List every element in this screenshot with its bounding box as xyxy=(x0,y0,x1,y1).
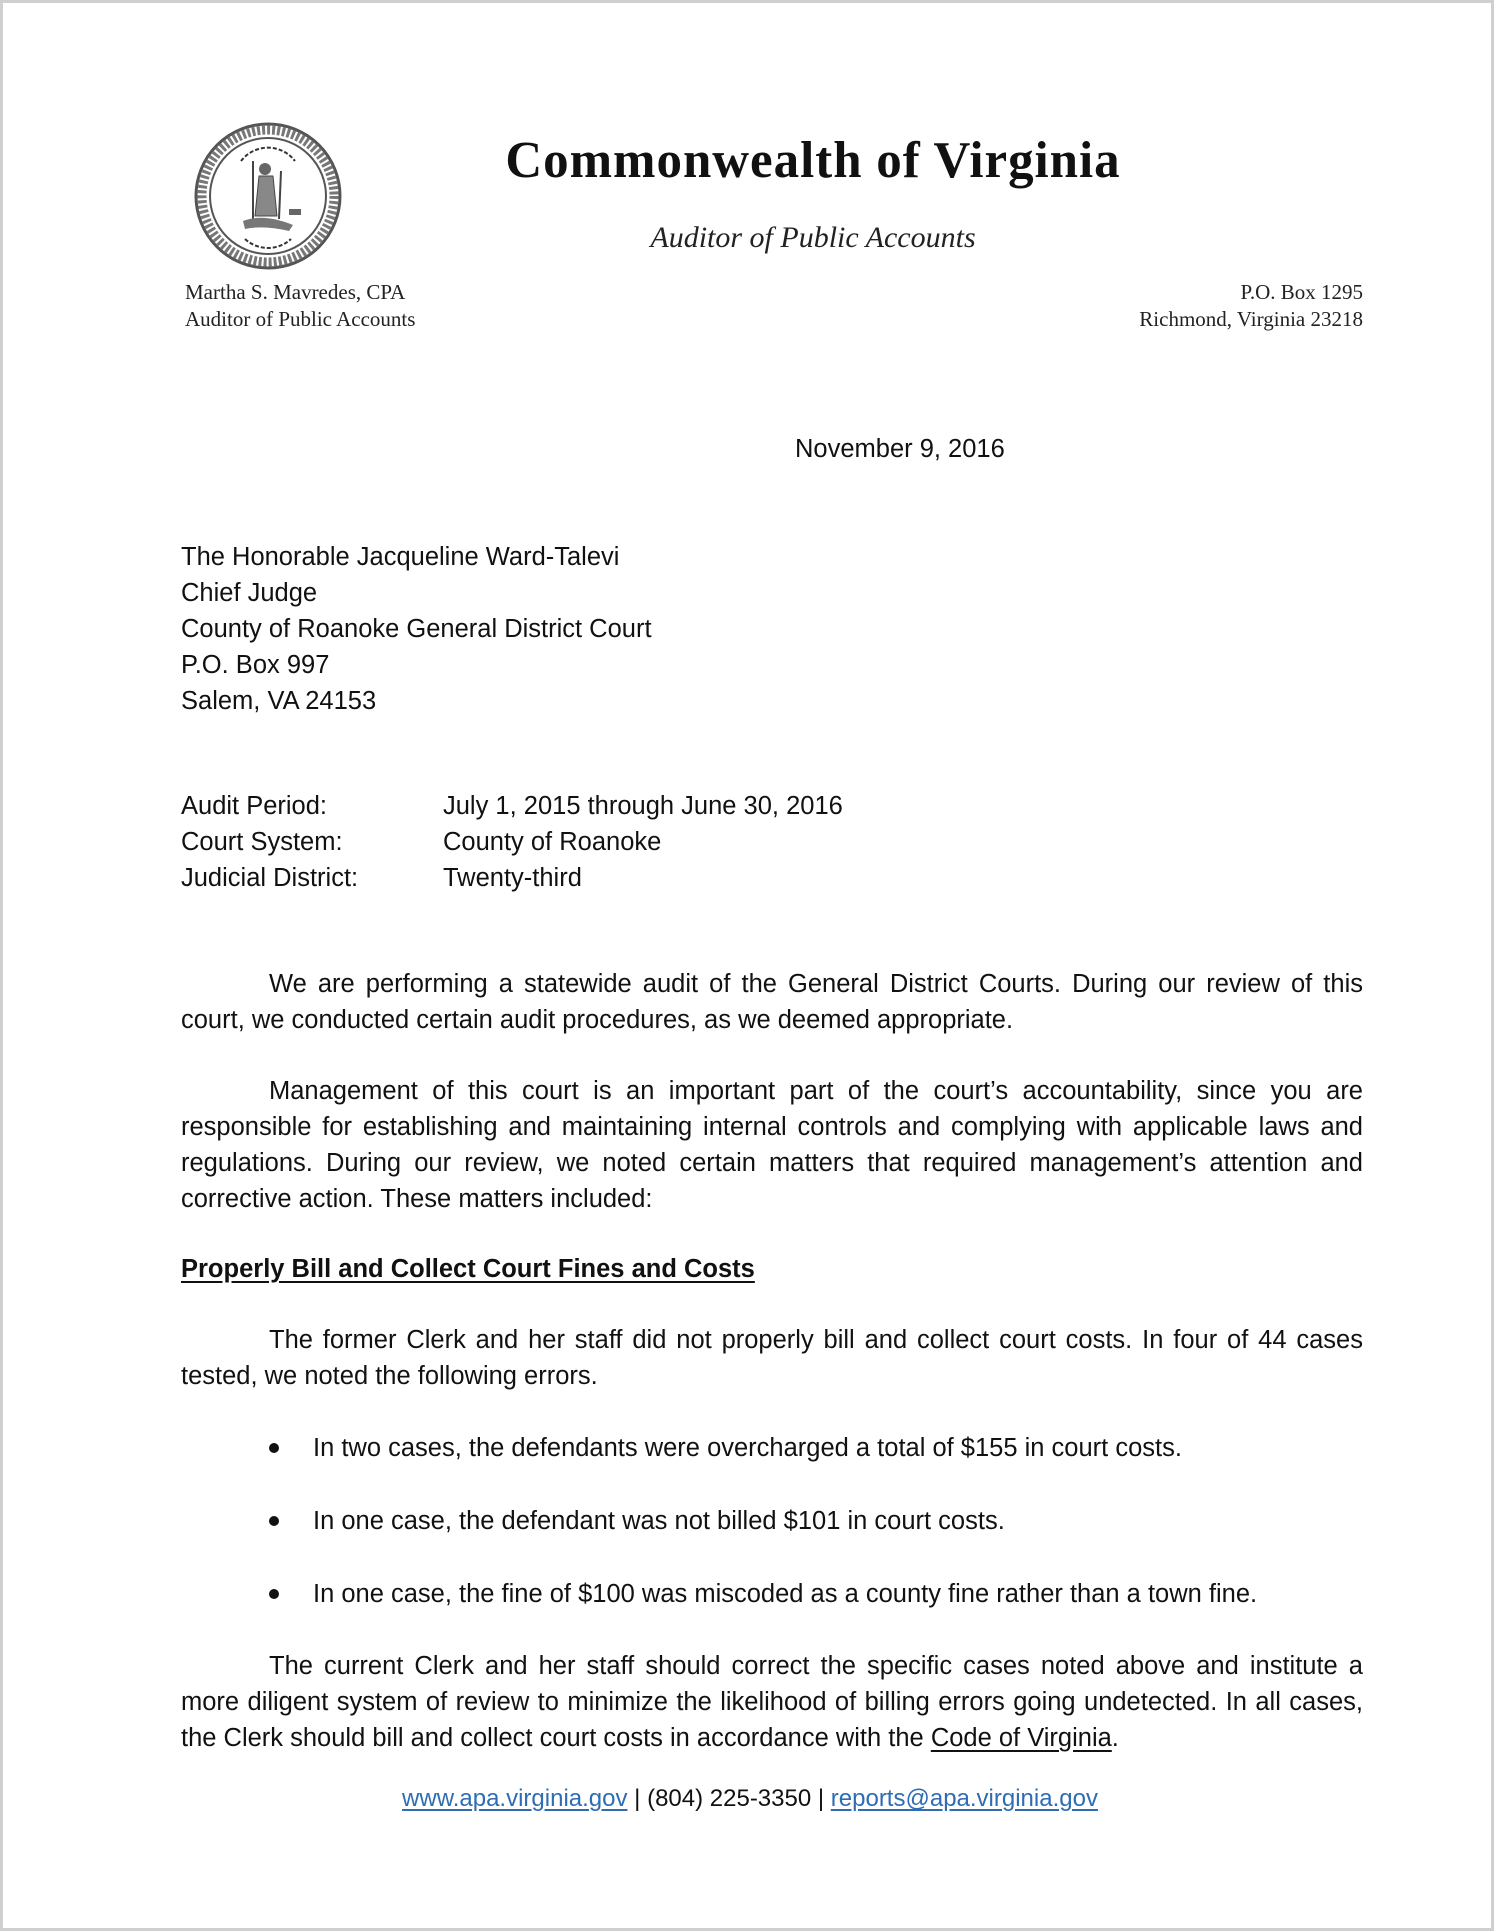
bullet-icon xyxy=(269,1443,279,1453)
intro-paragraph xyxy=(181,966,1363,1038)
audit-info-row xyxy=(181,860,843,896)
recipient-line: P.O. Box 997 xyxy=(181,651,330,679)
recipient-line: The Honorable Jacqueline Ward-Talevi xyxy=(181,543,620,571)
judicial-district-value: Twenty-third xyxy=(443,864,582,892)
bullet-icon xyxy=(269,1516,279,1526)
finding-paragraph-text: The former Clerk and her staff did not properly bill and collect court costs. In four of 44 cases tested, we noted the following errors. xyxy=(181,1326,1363,1390)
footer-separator: | xyxy=(811,1785,831,1812)
recommendation-paragraph xyxy=(181,1648,1363,1756)
audit-info-row xyxy=(181,824,843,860)
judicial-district-label: Judicial District: xyxy=(181,864,359,892)
list-item-text: In one case, the fine of $100 was miscoded as a county fine rather than a town fine. xyxy=(313,1580,1258,1608)
management-paragraph-text: Management of this court is an important part of the court’s accountability, since you are responsible for establishing and maintaining internal controls and complying with applicable laws and regulations. During our review, we noted certain matters that required management’s attention and corrective action. These matters included: xyxy=(181,1077,1363,1213)
office-city-state: Richmond, Virginia 23218 xyxy=(1139,307,1363,331)
letter-date: November 9, 2016 xyxy=(795,435,1005,463)
recommendation-end: . xyxy=(1111,1724,1119,1752)
footer-contact xyxy=(3,1785,1494,1813)
auditor-block xyxy=(185,279,415,333)
bullet-icon xyxy=(269,1589,279,1599)
recipient-line: County of Roanoke General District Court xyxy=(181,615,652,643)
auditor-name: Martha S. Mavredes, CPA xyxy=(185,280,406,304)
email-link[interactable]: reports@apa.virginia.gov xyxy=(830,1785,1098,1812)
website-link[interactable]: www.apa.virginia.gov xyxy=(402,1785,628,1812)
list-item xyxy=(181,1430,1363,1466)
recipient-address xyxy=(181,539,652,719)
audit-period-value: July 1, 2015 through June 30, 2016 xyxy=(443,792,843,820)
auditor-role: Auditor of Public Accounts xyxy=(185,307,416,331)
management-paragraph xyxy=(181,1073,1363,1217)
phone-number: (804) 225-3350 xyxy=(647,1785,812,1812)
finding-paragraph xyxy=(181,1322,1363,1394)
office-address-block xyxy=(1139,279,1363,333)
recipient-line: Chief Judge xyxy=(181,579,318,607)
letterhead-subtitle: Auditor of Public Accounts xyxy=(650,221,976,254)
office-po-box: P.O. Box 1295 xyxy=(1240,280,1363,304)
intro-paragraph-text: We are performing a statewide audit of the General District Courts. During our review of this court, we conducted certain audit procedures, as we deemed appropriate. xyxy=(181,970,1363,1034)
footer-separator: | xyxy=(627,1785,648,1812)
error-list xyxy=(181,1430,1363,1649)
audit-info-block xyxy=(181,788,843,896)
finding-heading: Properly Bill and Collect Court Fines and Costs xyxy=(181,1255,755,1283)
list-item xyxy=(181,1503,1363,1539)
list-item-text: In one case, the defendant was not billed $101 in court costs. xyxy=(313,1507,1005,1535)
virginia-state-seal-icon xyxy=(193,121,343,271)
audit-period-label: Audit Period: xyxy=(181,792,328,820)
court-system-value: County of Roanoke xyxy=(443,828,662,856)
audit-info-row xyxy=(181,788,843,824)
list-item xyxy=(181,1576,1363,1612)
code-of-virginia-reference: Code of Virginia xyxy=(930,1724,1112,1752)
recommendation-text: The current Clerk and her staff should correct the specific cases noted above and institute a more diligent system of review to minimize the likelihood of billing errors going undetected. In all cases, the Clerk should bill and collect court costs in accordance with the xyxy=(181,1652,1363,1752)
list-item-text: In two cases, the defendants were overcharged a total of $155 in court costs. xyxy=(313,1434,1182,1462)
letterhead-title: Commonwealth of Virginia xyxy=(505,132,1121,189)
recipient-line: Salem, VA 24153 xyxy=(181,687,377,715)
court-system-label: Court System: xyxy=(181,828,343,856)
